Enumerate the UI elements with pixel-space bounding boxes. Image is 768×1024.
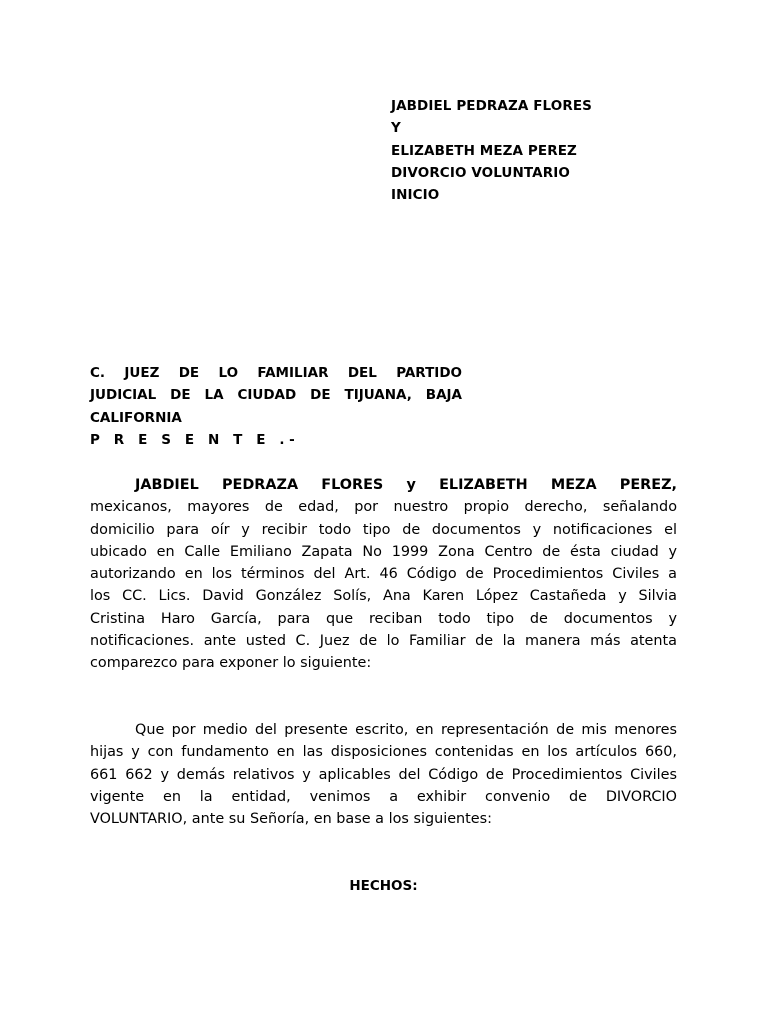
paragraph-petition bbox=[90, 719, 677, 830]
addressee-block bbox=[90, 362, 462, 451]
paragraph-line: JABDIEL PEDRAZA FLORES y ELIZABETH MEZA PEREZ, bbox=[135, 477, 677, 493]
addressee-line-1: C. JUEZ DE LO FAMILIAR DEL PARTIDO bbox=[90, 365, 462, 381]
paragraph-line: VOLUNTARIO, ante su Señoría, en base a los siguientes: bbox=[90, 811, 493, 828]
addressee-line-3: CALIFORNIA bbox=[90, 409, 182, 426]
paragraph-line: Que por medio del presente escrito, en representación de mis menores bbox=[135, 722, 677, 738]
case-header bbox=[391, 95, 721, 206]
header-line-parties-2: ELIZABETH MEZA PEREZ bbox=[391, 142, 577, 159]
section-heading-hechos: HECHOS: bbox=[349, 878, 418, 894]
paragraph-line: autorizando en los términos del Art. 46 Código de Procedimientos Civiles a bbox=[90, 566, 677, 583]
paragraph-line: notificaciones. ante usted C. Juez de lo Familiar de la manera más atenta bbox=[90, 633, 677, 650]
paragraph-line: mexicanos, mayores de edad, por nuestro propio derecho, señalando bbox=[90, 499, 677, 516]
paragraph-line: ubicado en Calle Emiliano Zapata No 1999 Zona Centro de ésta ciudad y bbox=[90, 543, 677, 560]
paragraph-line: comparezco para exponer lo siguiente: bbox=[90, 655, 372, 672]
header-line-conjunction: Y bbox=[391, 120, 401, 137]
paragraph-line: domicilio para oír y recibir todo tipo de documentos y notificaciones el bbox=[90, 521, 677, 538]
addressee-line-2: JUDICIAL DE LA CIUDAD DE TIJUANA, BAJA bbox=[90, 387, 462, 404]
paragraph-line: hijas y con fundamento en las disposiciones contenidas en los artículos 660, bbox=[90, 744, 677, 761]
header-line-stage: INICIO bbox=[391, 187, 440, 204]
paragraph-line: vigente en la entidad, venimos a exhibir convenio de DIVORCIO bbox=[90, 788, 677, 805]
paragraph-line: Cristina Haro García, para que reciban todo tipo de documentos y bbox=[90, 610, 677, 627]
presente-label: P R E S E N T E .- bbox=[90, 431, 300, 448]
header-line-case-type: DIVORCIO VOLUNTARIO bbox=[391, 164, 570, 181]
paragraph-line: 661 662 y demás relativos y aplicables del Código de Procedimientos Civiles bbox=[90, 766, 677, 783]
paragraph-introduction bbox=[90, 474, 677, 675]
paragraph-line: los CC. Lics. David González Solís, Ana Karen López Castañeda y Silvia bbox=[90, 588, 677, 605]
header-line-parties-1: JABDIEL PEDRAZA FLORES bbox=[391, 98, 592, 114]
